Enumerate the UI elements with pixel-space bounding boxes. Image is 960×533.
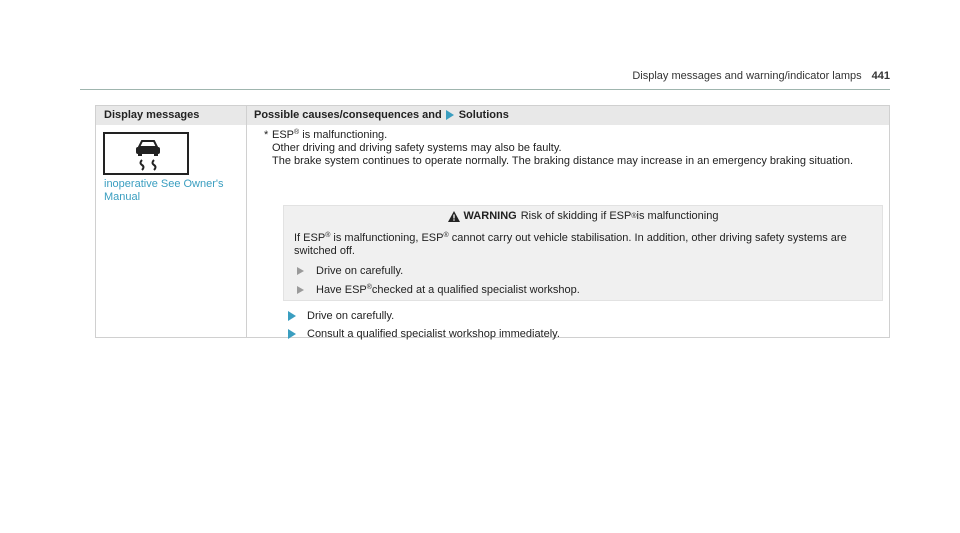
page-header — [80, 68, 890, 84]
column-divider — [246, 106, 247, 337]
consequence-text: Other driving and driving safety systems may also be faulty. — [272, 142, 562, 154]
table-header — [96, 106, 889, 125]
esp-skid-car-icon — [103, 132, 189, 175]
solution-arrow-icon — [288, 311, 296, 321]
messages-table — [95, 105, 890, 338]
warning-bullet-2: Have ESP ® checked at a qualified specialist workshop. — [294, 284, 580, 297]
bullet-arrow-icon — [297, 286, 304, 294]
solution-step-1: Drive on carefully. — [285, 310, 394, 323]
footnote-star: * — [264, 129, 269, 141]
header-rule — [80, 89, 890, 90]
bullet-arrow-icon — [297, 267, 304, 275]
warning-bullet-1: Drive on carefully. — [294, 265, 403, 278]
solution-arrow-icon — [288, 329, 296, 339]
solution-step-2: Consult a qualified specialist workshop immediately. — [285, 328, 560, 341]
warning-heading: WARNING Risk of skidding if ESP ® is malfunctioning — [284, 210, 882, 223]
warning-body: If ESP® is malfunctioning, ESP® cannot carry out vehicle stabilisation. In addition, other driving safety systems are switched off. — [294, 232, 847, 257]
warning-box — [283, 205, 883, 301]
section-title: Display messages and warning/indicator lamps — [632, 70, 862, 82]
solution-arrow-icon — [446, 110, 454, 120]
cause-line: * ESP® is malfunctioning. — [264, 129, 388, 141]
page-number: 441 — [871, 70, 890, 82]
display-message-text: inoperative See Owner's Manual — [104, 178, 224, 203]
causes-solutions-cell — [264, 129, 882, 340]
warning-triangle-icon — [448, 211, 460, 222]
warning-label: WARNING — [463, 210, 517, 222]
brake-text: The brake system continues to operate normally. The braking distance may increase in an emergency braking situation. — [272, 155, 854, 167]
col-header-display-messages: Display messages — [104, 109, 200, 121]
col-header-causes: Possible causes/consequences and Solutions — [254, 109, 509, 121]
